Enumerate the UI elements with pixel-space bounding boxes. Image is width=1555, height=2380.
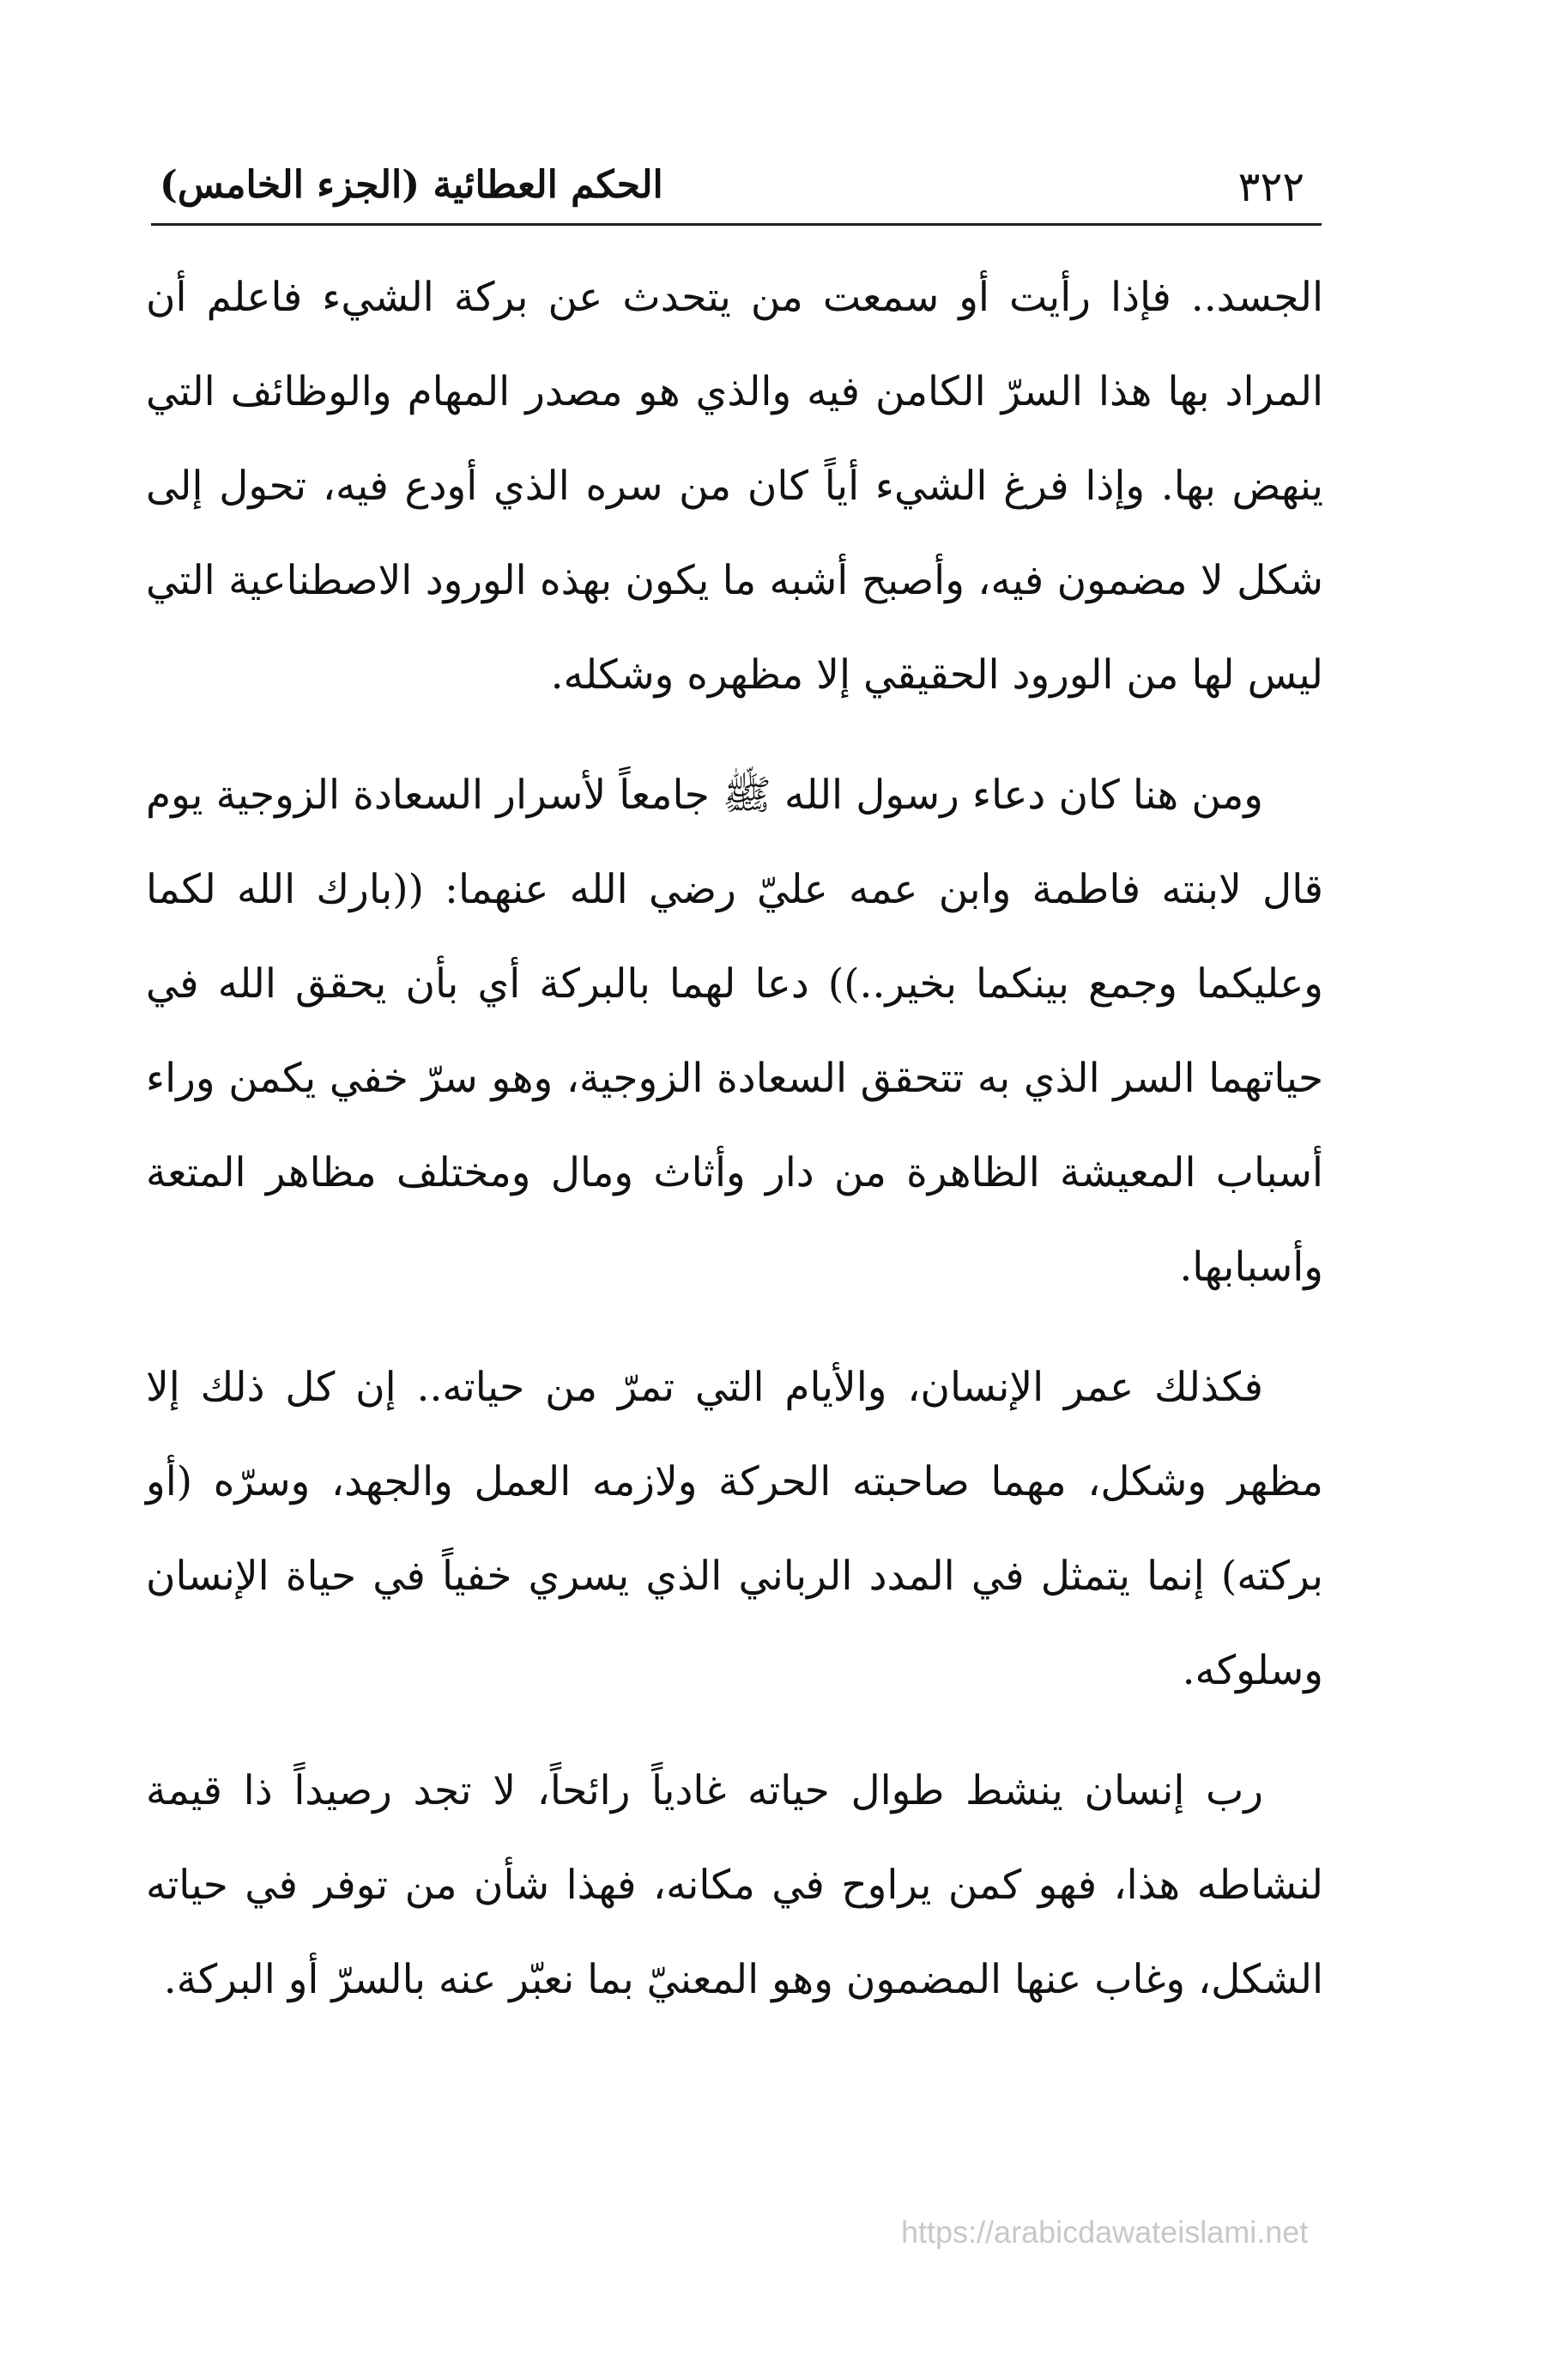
page-number: ٣٢٢ xyxy=(1237,163,1304,211)
body-text xyxy=(146,251,1323,2053)
paragraph-3: فكذلك عمر الإنسان، والأيام التي تمرّ من حياته.. إن كل ذلك إلا مظهر وشكل، مهما صاحبته الحركة ولازمه العمل والجهد، وسرّه (أو بركته) إنما يتمثل في المدد الرباني الذي يسري خفياً في حياة الإنسان وسلوكه. xyxy=(146,1364,1323,1694)
paragraph-4: رب إنسان ينشط طوال حياته غادياً رائحاً، لا تجد رصيداً ذا قيمة لنشاطه هذا، فهو كمن يراوح في مكانه، فهذا شأن من توفر في حياته الشكل، وغاب عنها المضمون وهو المعنيّ بما نعبّر عنه بالسرّ أو البركة. xyxy=(146,1767,1323,2003)
paragraph-1: الجسد.. فإذا رأيت أو سمعت من يتحدث عن بركة الشيء فاعلم أن المراد بها هذا السرّ الكامن فيه والذي هو مصدر المهام والوظائف التي ينهض بها. وإذا فرغ الشيء أياً كان من سره الذي أودع فيه، تحول إلى شكل لا مضمون فيه، وأصبح أشبه ما يكون بهذه الورود الاصطناعية التي ليس لها من الورود الحقيقي إلا مظهره وشكله. xyxy=(146,274,1323,699)
paragraph-2: ومن هنا كان دعاء رسول الله ﷺ جامعاً لأسرار السعادة الزوجية يوم قال لابنته فاطمة وابن عمه عليّ رضي الله عنهما: ((بارك الله لكما وعليكما وجمع بينكما بخير..)) دعا لهما بالبركة أي بأن يحقق الله في حياتهما السر الذي به تتحقق السعادة الزوجية، وهو سرّ خفي يكمن وراء أسباب المعيشة الظاهرة من دار وأثاث ومال ومختلف مظاهر المتعة وأسبابها. xyxy=(146,772,1323,1291)
running-title: الحكم العطائية (الجزء الخامس) xyxy=(160,163,663,207)
header-rule xyxy=(151,223,1322,226)
website-watermark: https://arabicdawateislami.net xyxy=(901,2214,1309,2250)
running-header xyxy=(151,154,1322,223)
